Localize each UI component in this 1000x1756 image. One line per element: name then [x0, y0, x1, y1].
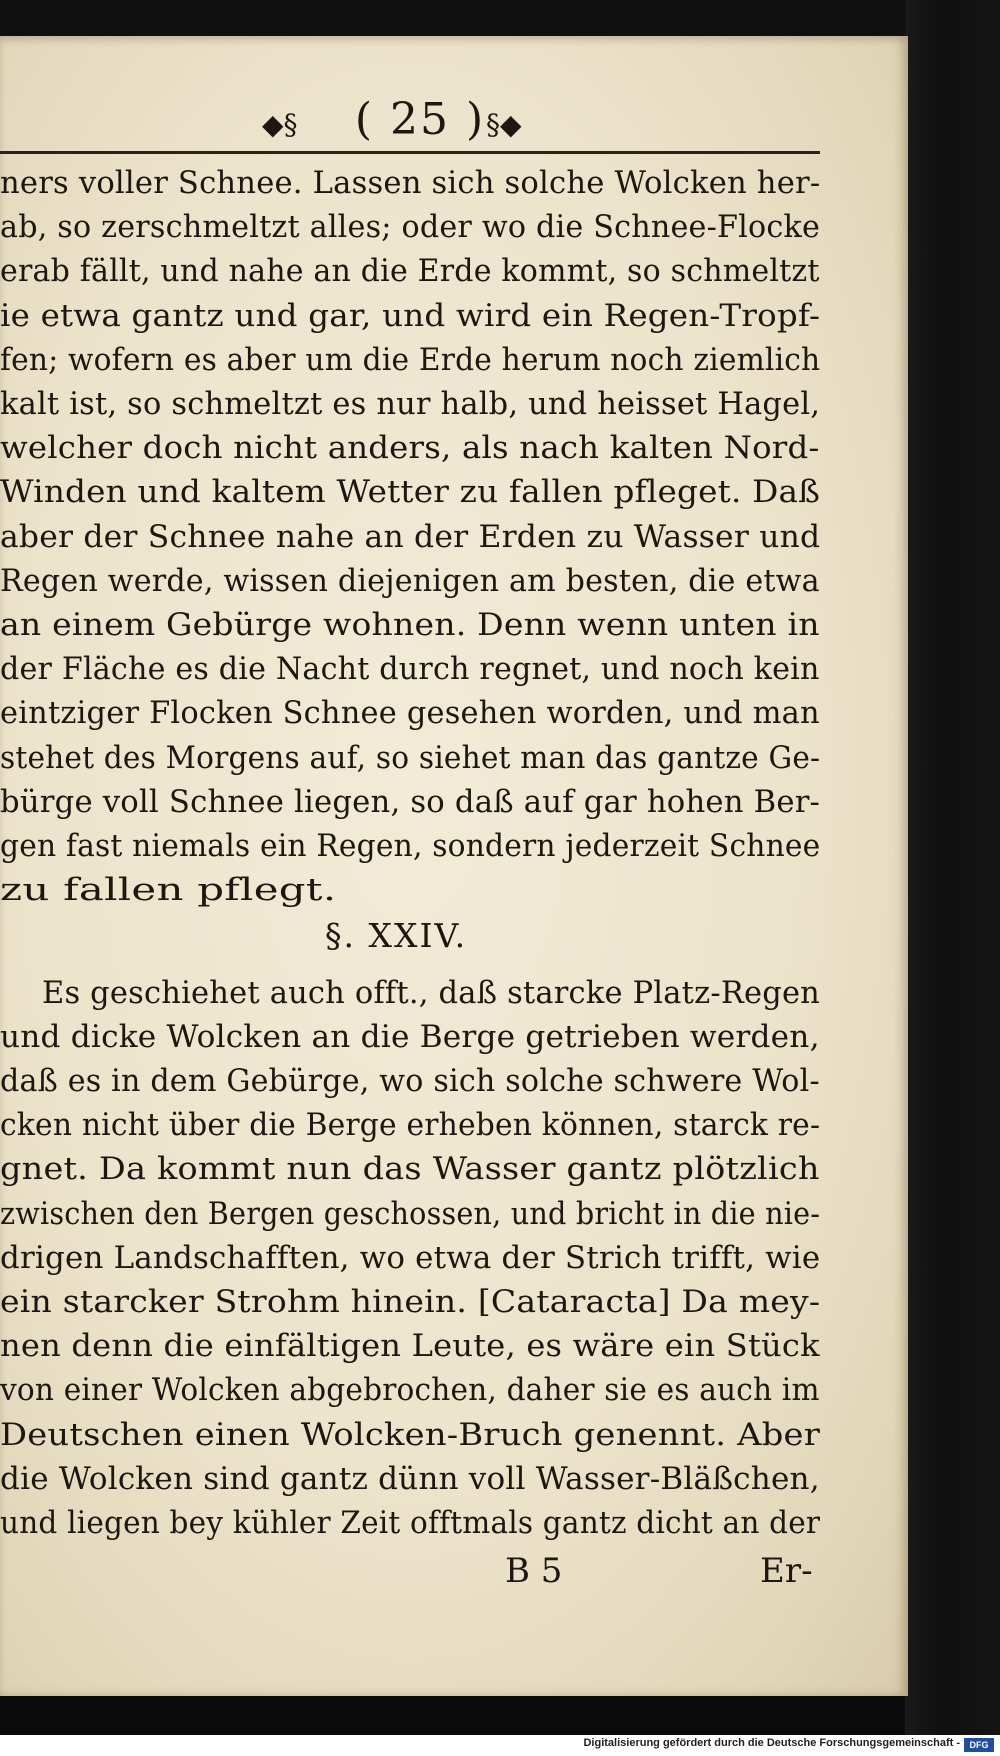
text-line: und dicke Wolcken an die Berge getrieben werden,: [0, 1018, 820, 1055]
text-line: ein starcker Strohm hinein. [Cataracta] Da mey-: [0, 1284, 821, 1320]
text-line: stehet des Morgens auf, so siehet man das gantze Ge-: [0, 739, 821, 776]
text-line: Winden und kaltem Wetter zu fallen pfleget. Daß: [0, 474, 821, 511]
text-line: zu fallen pflegt.: [0, 872, 337, 909]
dfg-logo: DFG: [964, 1738, 994, 1752]
text-line: Es geschiehet auch offt., daß starcke Platz-Regen: [42, 974, 821, 1011]
page-footer-marks: [0, 1551, 830, 1601]
signature-mark: B 5: [505, 1551, 563, 1591]
text-line: ie etwa gantz und gar, und wird ein Regen-Tropf-: [0, 297, 821, 334]
digitization-footer: [0, 1735, 1000, 1756]
header-ornament-right: §◆: [486, 108, 522, 141]
text-line: drigen Landschafften, wo etwa der Strich trifft, wie: [0, 1239, 821, 1276]
text-line: eintziger Flocken Schnee gesehen worden, und man: [0, 695, 820, 732]
text-line: an einem Gebürge wohnen. Denn wenn unten in: [0, 607, 820, 643]
text-line: gen fast niemals ein Regen, sondern jederzeit Schnee: [0, 828, 821, 864]
text-line: nen denn die einfältigen Leute, es wäre ein Stück: [0, 1328, 820, 1365]
text-line: aber der Schnee nahe an der Erden zu Wasser und: [0, 518, 821, 555]
text-line: ners voller Schnee. Lassen sich solche Wolcken her-: [0, 165, 821, 201]
text-line: ab, so zerschmeltzt alles; oder wo die Schnee-Flocke: [0, 209, 821, 246]
text-line: gnet. Da kommt nun das Wasser gantz plötzlich: [0, 1151, 820, 1188]
text-line: der Fläche es die Nacht durch regnet, und noch kein: [0, 651, 820, 688]
text-line: und liegen bey kühler Zeit offtmals gantz dicht an der: [0, 1505, 821, 1541]
text-line: Deutschen einen Wolcken-Bruch genennt. Aber: [0, 1416, 821, 1453]
catchword: Er-: [760, 1551, 813, 1591]
book-page: [0, 36, 908, 1696]
text-line: welcher doch nicht anders, als nach kalten Nord-: [0, 430, 820, 467]
text-line: daß es in dem Gebürge, wo sich solche schwere Wol-: [0, 1063, 820, 1099]
header-rule: [0, 151, 820, 154]
scan-right-edge: [905, 0, 1000, 1735]
text-line: bürge voll Schnee liegen, so daß auf gar hohen Ber-: [0, 783, 821, 820]
page-header: [0, 94, 908, 154]
text-line: fen; wofern es aber um die Erde herum noch ziemlich: [0, 341, 821, 378]
text-line: zwischen den Bergen geschossen, und bricht in die nie-: [0, 1195, 821, 1232]
text-line: von einer Wolcken abgebrochen, daher sie es auch im: [0, 1372, 820, 1409]
text-line: cken nicht über die Berge erheben können, starck re-: [0, 1107, 821, 1144]
text-line: erab fällt, und nahe an die Erde kommt, so schmeltzt: [0, 253, 820, 290]
text-line: kalt ist, so schmeltzt es nur halb, und heisset Hagel,: [0, 386, 821, 422]
scan-top-edge: [0, 0, 1000, 38]
section-heading: §. XXIV.: [325, 916, 468, 956]
funding-credit: Digitalisierung gefördert durch die Deutsche Forschungsgemeinschaft -: [583, 1737, 960, 1749]
text-line: die Wolcken sind gantz dünn voll Wasser-Bläßchen,: [0, 1460, 820, 1497]
page-number: ( 25 ): [354, 94, 486, 145]
header-ornament-left: ◆§: [262, 108, 298, 141]
text-line: Regen werde, wissen diejenigen am besten, die etwa: [0, 562, 820, 599]
